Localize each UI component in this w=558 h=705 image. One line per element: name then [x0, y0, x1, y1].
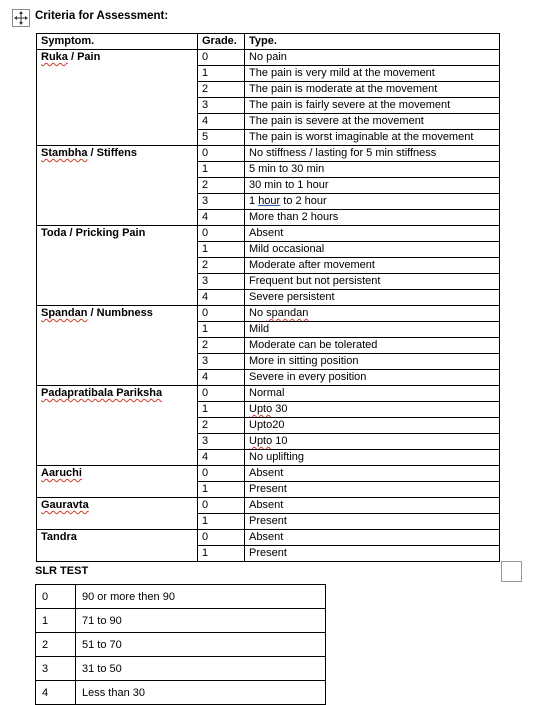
grade-cell: 2	[198, 178, 245, 194]
grade-cell: 0	[198, 498, 245, 514]
grade-cell: 0	[198, 306, 245, 322]
grade-cell: 0	[198, 530, 245, 546]
symptom-cell: Stambha / Stiffens	[37, 146, 198, 226]
grade-cell: 5	[198, 130, 245, 146]
type-cell: Mild occasional	[245, 242, 500, 258]
grade-cell: 2	[198, 82, 245, 98]
type-cell: Upto20	[245, 418, 500, 434]
symptom-cell: Aaruchi	[37, 466, 198, 498]
symptom-cell: Gauravta	[37, 498, 198, 530]
grade-cell: 4	[198, 114, 245, 130]
slr-grade-cell: 4	[36, 681, 76, 705]
grade-cell: 4	[198, 290, 245, 306]
type-cell: Mild	[245, 322, 500, 338]
type-cell: Upto 30	[245, 402, 500, 418]
table-row	[37, 306, 500, 322]
slr-row	[36, 585, 326, 609]
grade-cell: 4	[198, 450, 245, 466]
type-cell: 1 hour to 2 hour	[245, 194, 500, 210]
grade-cell: 2	[198, 258, 245, 274]
type-cell: Severe persistent	[245, 290, 500, 306]
slr-grade-cell: 2	[36, 633, 76, 657]
slr-value-cell: 90 or more then 90	[76, 585, 326, 609]
criteria-header-row	[37, 34, 500, 50]
grade-cell: 3	[198, 354, 245, 370]
grade-cell: 4	[198, 370, 245, 386]
grade-cell: 0	[198, 226, 245, 242]
grade-cell: 0	[198, 466, 245, 482]
symptom-cell: Spandan / Numbness	[37, 306, 198, 386]
grade-cell: 1	[198, 546, 245, 562]
type-cell: 5 min to 30 min	[245, 162, 500, 178]
type-cell: 30 min to 1 hour	[245, 178, 500, 194]
type-cell: The pain is fairly severe at the movement	[245, 98, 500, 114]
criteria-title: Criteria for Assessment:	[35, 10, 169, 22]
type-cell: No stiffness / lasting for 5 min stiffness	[245, 146, 500, 162]
slr-row	[36, 681, 326, 705]
type-cell: Present	[245, 546, 500, 562]
type-cell: Upto 10	[245, 434, 500, 450]
grade-cell: 1	[198, 162, 245, 178]
grade-cell: 3	[198, 98, 245, 114]
table-row	[37, 466, 500, 482]
grade-cell: 4	[198, 210, 245, 226]
table-move-handle-icon[interactable]	[12, 9, 30, 27]
symptom-cell: Ruka / Pain	[37, 50, 198, 146]
header-grade: Grade.	[198, 34, 245, 50]
slr-title: SLR TEST	[35, 565, 89, 577]
table-row	[37, 498, 500, 514]
table-row	[37, 226, 500, 242]
type-cell: Severe in every position	[245, 370, 500, 386]
type-cell: The pain is worst imaginable at the movement	[245, 130, 500, 146]
grade-cell: 3	[198, 434, 245, 450]
type-cell: Present	[245, 482, 500, 498]
grade-cell: 0	[198, 146, 245, 162]
type-cell: Absent	[245, 530, 500, 546]
grade-cell: 1	[198, 242, 245, 258]
criteria-table	[36, 33, 500, 562]
slr-row	[36, 657, 326, 681]
slr-grade-cell: 3	[36, 657, 76, 681]
type-cell: No uplifting	[245, 450, 500, 466]
slr-value-cell: Less than 30	[76, 681, 326, 705]
header-symptom: Symptom.	[37, 34, 198, 50]
grade-cell: 1	[198, 514, 245, 530]
table-row	[37, 530, 500, 546]
grade-cell: 1	[198, 402, 245, 418]
type-cell: Frequent but not persistent	[245, 274, 500, 290]
type-cell: Normal	[245, 386, 500, 402]
table-row	[37, 146, 500, 162]
slr-row	[36, 633, 326, 657]
type-cell: The pain is moderate at the movement	[245, 82, 500, 98]
type-cell: Present	[245, 514, 500, 530]
slr-value-cell: 31 to 50	[76, 657, 326, 681]
type-cell: More in sitting position	[245, 354, 500, 370]
table-resize-handle-icon[interactable]	[501, 561, 522, 582]
type-cell: No spandan	[245, 306, 500, 322]
type-cell: Moderate can be tolerated	[245, 338, 500, 354]
table-row	[37, 386, 500, 402]
type-cell: Moderate after movement	[245, 258, 500, 274]
grade-cell: 2	[198, 418, 245, 434]
symptom-cell: Padapratibala Pariksha	[37, 386, 198, 466]
grade-cell: 1	[198, 66, 245, 82]
grade-cell: 3	[198, 194, 245, 210]
type-cell: The pain is very mild at the movement	[245, 66, 500, 82]
type-cell: More than 2 hours	[245, 210, 500, 226]
type-cell: Absent	[245, 498, 500, 514]
type-cell: Absent	[245, 466, 500, 482]
grade-cell: 1	[198, 322, 245, 338]
slr-table	[35, 584, 326, 705]
symptom-cell: Tandra	[37, 530, 198, 562]
grade-cell: 2	[198, 338, 245, 354]
symptom-cell: Toda / Pricking Pain	[37, 226, 198, 306]
slr-grade-cell: 1	[36, 609, 76, 633]
slr-value-cell: 71 to 90	[76, 609, 326, 633]
table-row	[37, 50, 500, 66]
grade-cell: 1	[198, 482, 245, 498]
slr-value-cell: 51 to 70	[76, 633, 326, 657]
grade-cell: 0	[198, 50, 245, 66]
grade-cell: 0	[198, 386, 245, 402]
slr-grade-cell: 0	[36, 585, 76, 609]
header-type: Type.	[245, 34, 500, 50]
grade-cell: 3	[198, 274, 245, 290]
type-cell: No pain	[245, 50, 500, 66]
type-cell: Absent	[245, 226, 500, 242]
type-cell: The pain is severe at the movement	[245, 114, 500, 130]
slr-row	[36, 609, 326, 633]
